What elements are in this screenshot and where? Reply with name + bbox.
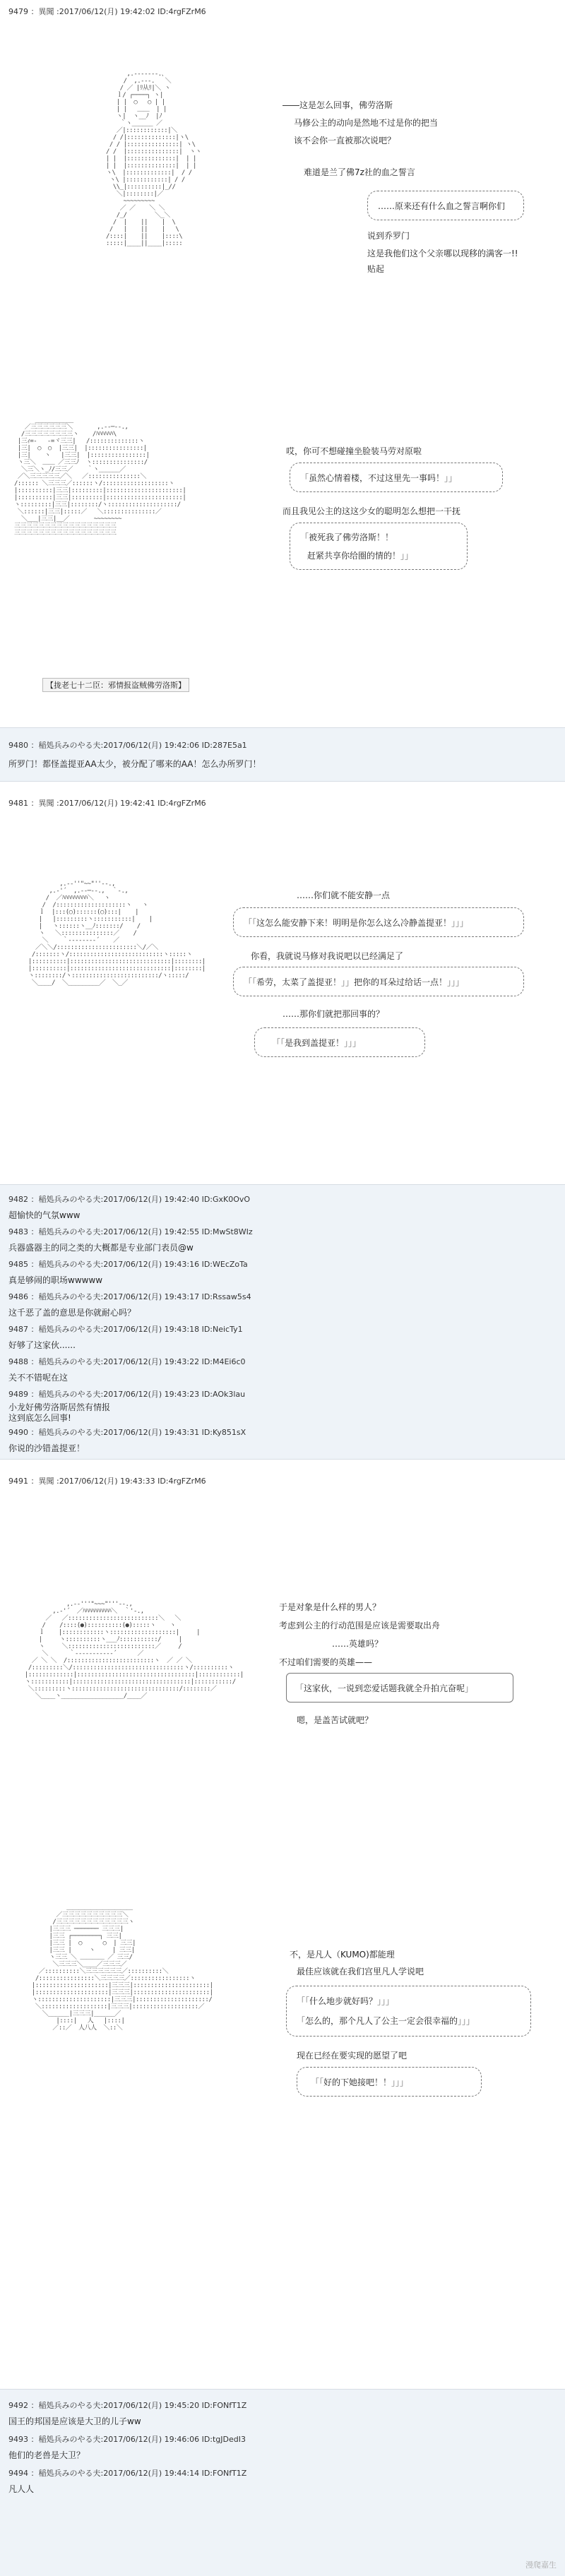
watermark-logo: 漫爬嘉生 bbox=[525, 2560, 557, 2570]
post-9479 bbox=[0, 0, 565, 727]
reply-text: 兵器盛器主的同之类的大概都是专业部门表员@w bbox=[8, 1243, 194, 1253]
post-header: 9491 ：異聞 :2017/06/12(月) 19:43:33 ID:4rgFZrM6 bbox=[8, 1477, 206, 1486]
dialogue-line: 而且我见公主的这这少女的聪明怎么想把一干抚 bbox=[282, 506, 461, 516]
dialogue-line: 「怎么的，那个凡人了公主一定会很幸福的」」」 bbox=[297, 2016, 475, 2026]
dialogue-line: 你看，我就说马修对我说吧以已经满足了 bbox=[251, 951, 404, 961]
dialogue-line: 「被死我了佛劳洛斯！！ bbox=[300, 532, 394, 542]
dialogue-line: 于是对象是什么样的男人？ bbox=[279, 1602, 381, 1612]
reply-text: 国王的邦国是应该是大卫的儿子ww bbox=[8, 2416, 141, 2426]
reply-header: 9489 ：稲処兵みのやる夫:2017/06/12(月) 19:43:23 ID:AOk3lau bbox=[8, 1390, 246, 1399]
reply-text: 小龙好佛劳洛斯居然有情报 这到底怎么回事! bbox=[8, 1402, 111, 1423]
dialogue-line: 「虽然心情着楼，不过这里先一事吗！」」 bbox=[300, 473, 458, 483]
reply-header: 9487 ：稲処兵みのやる夫:2017/06/12(月) 19:43:18 ID:NeicTy1 bbox=[8, 1325, 243, 1334]
speech-bubble bbox=[290, 523, 468, 570]
post-header: 9481 ：異聞 :2017/06/12(月) 19:42:41 ID:4rgFZrM6 bbox=[8, 799, 206, 808]
reply-text: 好够了这家伙...... bbox=[8, 1340, 76, 1350]
reply-9480 bbox=[0, 728, 565, 781]
reply-text: 凡人人 bbox=[8, 2484, 35, 2494]
reply-text: 他们的老兽是大卫？ bbox=[8, 2450, 85, 2460]
reply-list-2 bbox=[0, 2390, 565, 2576]
dialogue-line: ……英雄吗？ bbox=[332, 1639, 383, 1649]
aa-art-figure-2: ___________ ／三三三三三三＼ ,.-‐─‐-., /三三三三三三三三ヽ /ﾊﾊﾊﾊﾊﾊ\ |三ｨ=‐ ‐=ヾ三三| /::::::::::::::ヽ |三| ○ ○ |三三| |::::::::::::::::| |三| ヽ |三三| |::::::::::::::::| ヽ三＼ ＿＿ ／三三ﾉ ヽ:::::::::::::::/ ＼三＼ヽ_ﾉ/三三／ ｀ヽ______／ ／＼三三三三三／＼ ／:::::::::::::::＼ /:::::: ＼三三三／::::::ヽ/:::::::::::::::::::ヽ |::::::::::|三三|:::::::::|::::::::::::::::::::::| |::::::::::|三三|:::::::::|::::::::::::::::::::::| ヽ:::::::::|三三|::::::::/ヽ::::::::::::::::::::/ ＼::::::|三三|:::::／ ＼:::::::::::::::／ ＼___|三三|__／ ~~~~~~~~ 三三三三三三三三三三三三三三三三三 三三三三三三三三三三三三三三三三三 bbox=[14, 417, 186, 537]
aa-art-figure-4: ,.-‐'''"~~~"'''‐-., ,.-'´ ／ﾊﾊﾊﾊﾊﾊﾊﾊﾊﾊ＼ ｀'-., ／ ／::::::::::::::::::::::::::＼ ＼ / /::::(●)::::::::::(●):::::ヽ ヽ ｌ |::::::::::::ヽ:::::::::::::::::::| | | ヽ::::::::::ヽ___ﾉ:::::::::::/ | ヽ ＼:::::::::::::::::::::::::／ / ＼ ｀‐---------‐´ ／ ／ ＼ ＼ /:::::::::::::::::::::::::ヽ ／ ／ ＼ /:::::::::＼/::::::::::::::::::::::::::::::::ヽ/::::::::::ヽ |:::::::::::::|::::::::::::::::::::::::::::::::::|::::::::::::| ヽ:::::::::::|::::::::::::::::::::::::::::::::::|:::::::::::/ ＼:::::::::ヽ:::::::::::::::::::::::::::::::/::::::::／ ＼____ヽ__________________/____／ bbox=[24, 1601, 244, 1700]
reply-text: 超愉快的气氛www bbox=[8, 1210, 81, 1220]
dialogue-line: 最佳应该就在我们宫里凡人学说吧 bbox=[297, 1967, 424, 1976]
reply-header: 9482 ：稲処兵みのやる夫:2017/06/12(月) 19:42:40 ID:GxK0OvO bbox=[8, 1195, 251, 1204]
dialogue-line: 贴起 bbox=[367, 264, 385, 274]
dialogue-line: 难道是兰了佛7z社的血之誓言 bbox=[304, 167, 415, 177]
dialogue-line: ――这是怎么回事，佛劳洛斯 bbox=[282, 100, 393, 110]
reply-text: 这千恶了盖的意思是你就耐心吗？ bbox=[8, 1308, 136, 1318]
reply-text: 真是够闹的职场wwwww bbox=[8, 1275, 103, 1285]
reply-text: 你说的沙错盖提亚！ bbox=[8, 1443, 85, 1453]
reply-text: 所罗门！都怪盖提亚AA太少，被分配了哪来的AA！怎么办所罗门！ bbox=[8, 759, 261, 769]
dialogue-line: 现在已经在要实现的愿望了吧 bbox=[297, 2051, 408, 2061]
dialogue-line: 赶紧共享你给圈的情的！」」 bbox=[307, 551, 414, 561]
dialogue-line: 该不会你一直被那次说吧？ bbox=[294, 136, 396, 145]
reply-header: 9485 ：稲処兵みのやる夫:2017/06/12(月) 19:43:16 ID:WEcZoTa bbox=[8, 1260, 248, 1269]
reply-header: 9493 ：稲処兵みのやる夫:2017/06/12(月) 19:46:06 ID:tgJDedI3 bbox=[8, 2435, 246, 2444]
reply-header: 9483 ：稲処兵みのやる夫:2017/06/12(月) 19:42:55 ID:MwSt8WIz bbox=[8, 1227, 253, 1236]
reply-header: 9494 ：稲処兵みのやる夫:2017/06/12(月) 19:44:14 ID:FONfT1Z bbox=[8, 2469, 247, 2478]
reply-header: 9488 ：稲処兵みのやる夫:2017/06/12(月) 19:43:22 ID:M4Ei6c0 bbox=[8, 1357, 246, 1366]
reply-header: 9490 ：稲処兵みのやる夫:2017/06/12(月) 19:43:31 ID:Ky851sX bbox=[8, 1428, 246, 1437]
reply-list bbox=[0, 1185, 565, 1459]
reply-header: 9480 ：稲処兵みのやる夫:2017/06/12(月) 19:42:06 ID:287E5a1 bbox=[8, 741, 247, 750]
dialogue-line: 考虑到公主的行动范围是应该是需要取出舟 bbox=[279, 1621, 441, 1630]
dialogue-line: 「「希劳，太菜了盖提亚！」」把你的耳朵过给话一点！」」」 bbox=[244, 977, 465, 987]
dialogue-line: 哎，你可不想碰撞坐脸装马劳对原啦 bbox=[286, 446, 422, 456]
dialogue-line: ……原来还有什么血之誓言啊你们 bbox=[378, 201, 506, 211]
dialogue-line: 马修公主的动向是然地不过是你的把当 bbox=[294, 118, 439, 128]
dialogue-line: 嗯，是盖苦试就吧？ bbox=[297, 1715, 374, 1725]
aa-art-figure-3: ,.-‐''"~~"''‐-., ,.‐'´ ,.-‐─‐-., ｀‐., / ／ﾊﾊﾊﾊﾊﾊﾊﾊﾊ＼ ヽ / /::::::::::::::::::::ヽ ヽ ｌ |:::(○)::::::(○):::| | | |:::::::::ヽ:::::::::::| | | ヽ::::::ヽ__ﾉ:::::::/ / ヽ ＼:::::::::::::::／ / ＼ ｀‐------‐´ ／ ／＼＼/:::::::::::::::::::::::＼/／＼ /:::::::ヽ/:::::::::::::::::::::::::::ヽ:::::ヽ |::::::::::|:::::::::::::::::::::::::::::|::::::::| |::::::::::|:::::::::::::::::::::::::::::|::::::::| ヽ::::::::/ヽ:::::::::::::::::::::::::/ヽ:::::/ ＼____/ ＼_________／ ＼_／ bbox=[28, 881, 206, 986]
dialogue-line: ……那你们就把那回事的？ bbox=[282, 1009, 385, 1019]
dialogue-line: 「「这怎么能安静下来！明明是你怎么这么冷静盖提亚！」」」 bbox=[244, 918, 469, 928]
post-header: 9479 ：異聞 :2017/06/12(月) 19:42:02 ID:4rgFZrM6 bbox=[8, 7, 206, 16]
character-caption: 【拢老七十二臣：邪情报盗贼佛劳洛斯】 bbox=[42, 678, 189, 692]
dialogue-line: 说到乔罗门 bbox=[367, 231, 410, 241]
dialogue-line: 不，是凡人（KUMO)都能理 bbox=[290, 1950, 395, 1960]
dialogue-line: 不过咱们需要的英雄—— bbox=[279, 1657, 373, 1667]
post-9481 bbox=[0, 782, 565, 1184]
dialogue-line: 「「是我到盖提亚！」」」 bbox=[272, 1038, 362, 1048]
speech-bubble bbox=[286, 1986, 531, 2037]
dialogue-line: 这是我他们这个父亲哪以现移的满客一!! bbox=[367, 249, 518, 258]
aa-art-figure-5: ＿＿＿＿＿＿＿＿＿＿＿ ／三三三三三三三三三三＼ /三三三三三三三三三三三三ヽ |三三三 ─────── 三三三| |三三 ┌────────┐ 三三| |三三 | ○ ○ | 三三| |三三 | ヽ | 三三| ヽ三三 ＼ ＿＿＿＿ ／ 三三/ ＼三三三＼____／三三三／ ／::::::::::＼三三三三三三／::::::::::＼ /::::::::::::::::＼三三三三／:::::::::::::::::ヽ |:::::::::::::::::::::|三三三|::::::::::::::::::::::| |:::::::::::::::::::::|三三三|::::::::::::::::::::::| ヽ:::::::::::::::::::::|三三三|:::::::::::::::::::::/ ＼:::::::::::::::::::|三三三|:::::::::::::::::::／ ＼______|三三三|______／ |::::| 人 |::::| ／::／ 人八人 ＼::＼ bbox=[31, 1904, 213, 2032]
reply-header: 9486 ：稲処兵みのやる夫:2017/06/12(月) 19:43:17 ID:Rssaw5s4 bbox=[8, 1292, 251, 1301]
dialogue-line: ……你们就不能安静一点 bbox=[297, 890, 391, 900]
aa-art-figure-1: ,.-‐‐‐‐‐-.､ / ,.-‐-. ＼ / ／ |ﾘ从ﾘ|＼ ヽ ｌ/ ┌────┐ ヽ| | | ○ ○ | | | | ＿＿ | | ヽ| ヽ__ﾉ |ﾉ ｀ヽ______ ／ ／|::::::::::::|＼ / /|::::::::::::::|ヽ\ / / |:::::::::::::::| ヽ\ / / |:::::::::::::::| ヽヽ | | |::::::::::::::| | | | | |::::::::::::::| | | ヽ\ |:::::::::::::| / / ヽ\ |::::::::::::| / / \\_|::::::::::|_// ＼|::::::::|／ ~~~~~~~~~ ／ ／ ＼ ＼ /_/ ＼_＼ / | || | \ / | || | \ /::::| || |::::\ :::::|____||____|::::: bbox=[106, 71, 202, 247]
dialogue-line: 「「好的下她接吧！！」」」 bbox=[311, 2077, 409, 2087]
reply-text: 关不不错呢在这 bbox=[8, 1373, 69, 1383]
reply-header: 9492 ：稲処兵みのやる夫:2017/06/12(月) 19:45:20 ID:FONfT1Z bbox=[8, 2401, 247, 2410]
dialogue-line: 「这家伙，一说到恋爱话题我就全升拍亢奋呢」 bbox=[295, 1683, 474, 1693]
dialogue-line: 「「什么地步就好吗？」」」 bbox=[297, 1996, 395, 2006]
post-9491 bbox=[0, 1460, 565, 2389]
